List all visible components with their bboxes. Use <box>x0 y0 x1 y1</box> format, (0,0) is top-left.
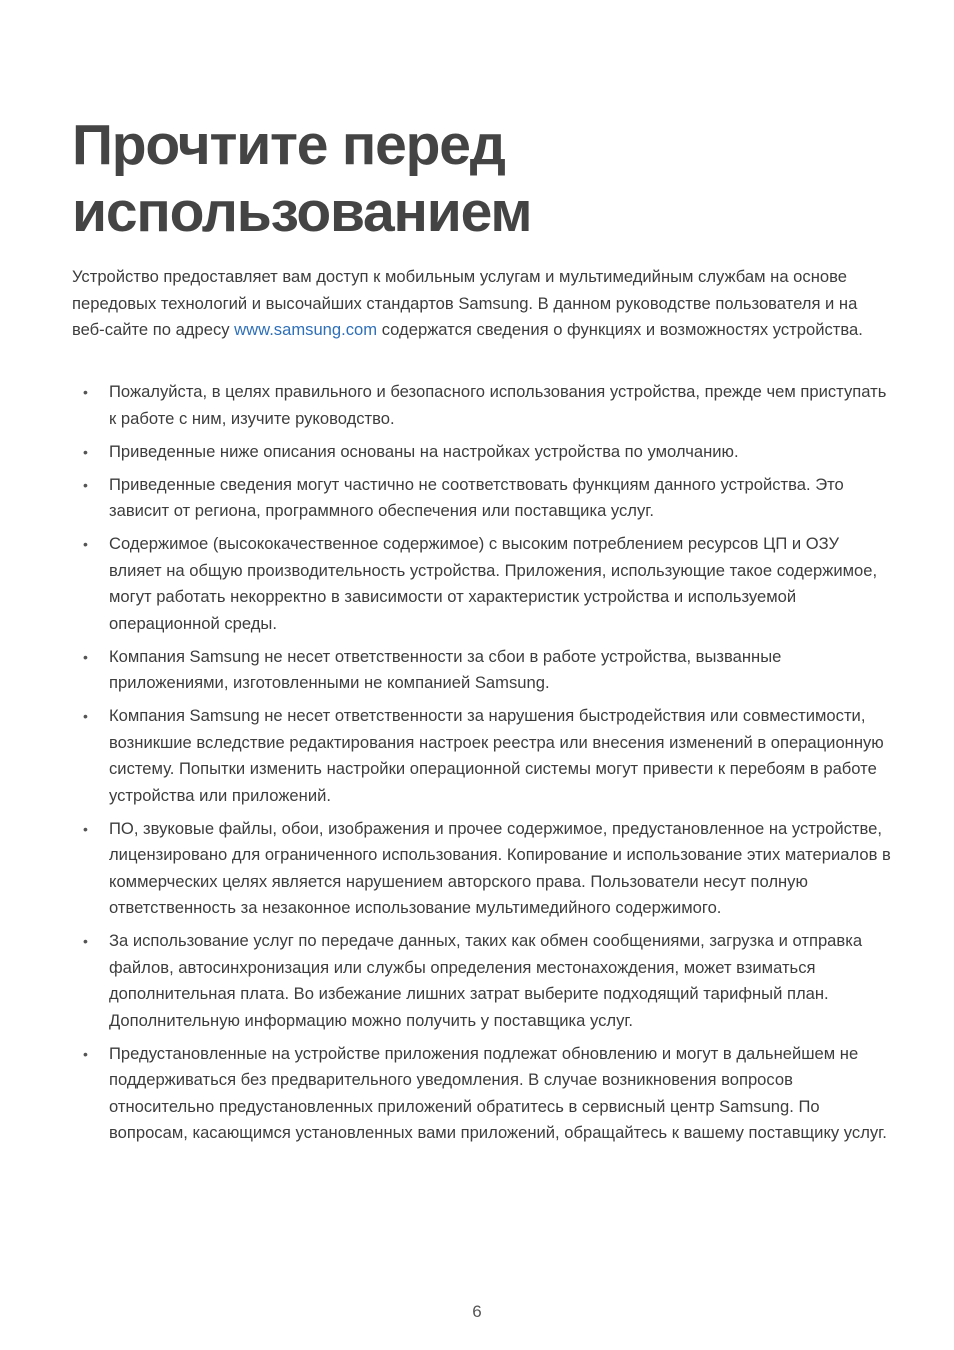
list-item-text: Компания Samsung не несет ответственности за нарушения быстродействия или совместимости, возникшие вследствие редактирования настроек реестра или внесения изменений в операционную систему. Попытки изменить настройки операционной системы могут привести к перебоям в работе устройства или приложений. <box>109 706 884 805</box>
bullet-icon: • <box>83 536 88 552</box>
list-item-text: За использование услуг по передаче данных, таких как обмен сообщениями, загрузка и отправка файлов, автосинхронизация или службы определения местонахождения, может взиматься дополнительная плата. Во избежание лишних затрат выберите подходящий тарифный план. Дополнительную информацию можно получить у поставщика услуг. <box>109 931 863 1030</box>
page-title-line-1: Прочтите перед <box>72 113 505 177</box>
list-item <box>72 644 892 697</box>
page-title <box>72 112 872 246</box>
bullet-icon: • <box>83 820 88 837</box>
bullet-icon: • <box>83 1045 88 1062</box>
intro-text-before: Устройство предоставляет вам доступ к мобильным услугам и мультимедийным службам на основе передовых технологий и высочайших стандартов Samsung. В данном руководстве пользователя и на веб-сайте по адресу <box>72 267 858 339</box>
bullet-icon: • <box>83 443 88 460</box>
bullet-icon: • <box>83 384 88 400</box>
page-title-line-2: использованием <box>72 180 532 244</box>
bullet-icon: • <box>83 933 88 949</box>
list-item-text: Приведенные ниже описания основаны на настройках устройства по умолчанию. <box>109 441 739 461</box>
list-item-text: Содержимое (высококачественное содержимое) с высоким потреблением ресурсов ЦП и ОЗУ влияет на общую производительность устройства. Приложения, использующие такое содержимое, могут работать некорректно в зависимости от характеристик устройства и используемой операционной среды. <box>109 534 878 633</box>
bullet-icon: • <box>83 476 88 493</box>
page-number: 6 <box>472 1302 482 1321</box>
bullet-icon: • <box>83 708 88 724</box>
bullet-icon: • <box>83 648 88 665</box>
list-item-text: Пожалуйста, в целях правильного и безопасного использования устройства, прежде чем приступать к работе с ним, изучите руководство. <box>109 382 887 428</box>
list-item <box>72 379 892 432</box>
list-item <box>72 439 892 466</box>
list-item-text: Приведенные сведения могут частично не соответствовать функциям данного устройства. Это зависит от региона, программного обеспечения или поставщика услуг. <box>109 474 844 520</box>
list-item <box>72 531 892 637</box>
notice-list <box>72 379 892 1153</box>
list-item-text: ПО, звуковые файлы, обои, изображения и прочее содержимое, предустановленное на устройстве, лицензировано для ограниченного использования. Копирование и использование этих материалов в коммерческих целях является нарушением авторского права. Пользователи несут полную ответственность за незаконное использование мультимедийного содержимого. <box>109 818 891 917</box>
list-item-text: Компания Samsung не несет ответственности за сбои в работе устройства, вызванные приложениями, изготовленными не компанией Samsung. <box>109 646 782 692</box>
list-item <box>72 472 892 525</box>
list-item <box>72 703 892 809</box>
list-item <box>72 816 892 922</box>
intro-text-after: содержатся сведения о функциях и возможностях устройства. <box>377 320 863 339</box>
samsung-website-link[interactable]: www.samsung.com <box>234 320 378 339</box>
list-item <box>72 928 892 1034</box>
intro-paragraph <box>72 264 892 344</box>
list-item <box>72 1041 892 1147</box>
list-item-text: Предустановленные на устройстве приложения подлежат обновлению и могут в дальнейшем не поддерживаться без предварительного уведомления. В случае возникновения вопросов относительно предустановленных приложений обратитесь в сервисный центр Samsung. По вопросам, касающимся установленных вами приложений, обращайтесь к вашему поставщику услуг. <box>109 1043 887 1142</box>
